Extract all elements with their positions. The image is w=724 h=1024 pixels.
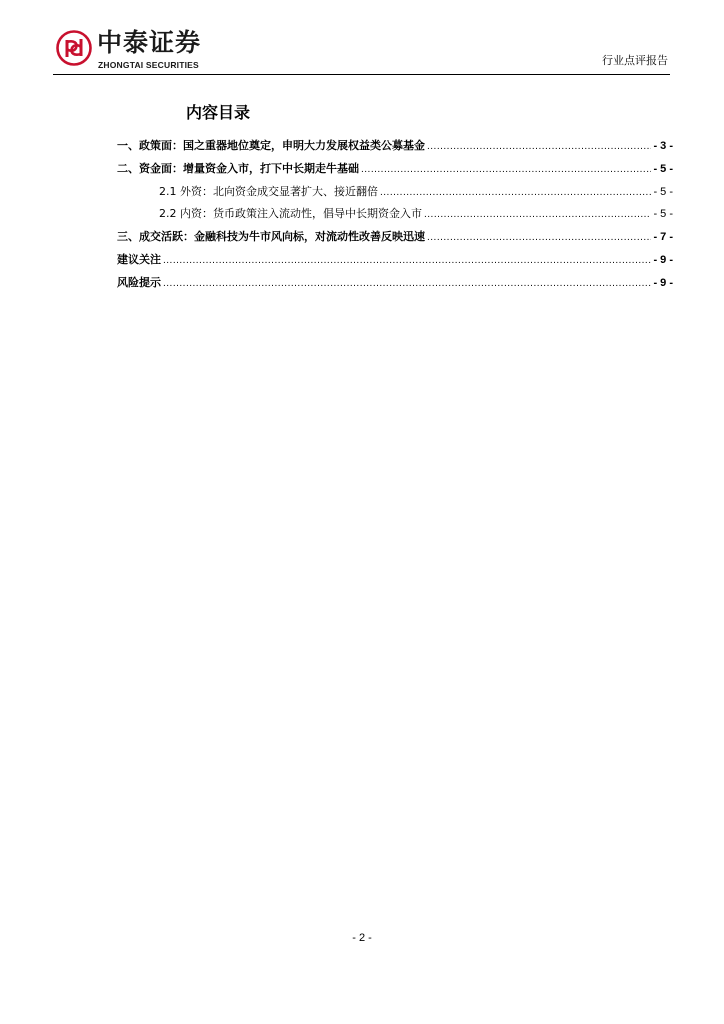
toc-leader-dots	[163, 255, 651, 266]
toc-subentry[interactable]	[117, 205, 673, 228]
page-number: - 2 -	[352, 932, 372, 944]
toc-entry-page: - 5 -	[653, 185, 673, 198]
report-type-label: 行业点评报告	[602, 54, 668, 67]
toc-entry-text: 三、成交活跃：金融科技为牛市风向标，对流动性改善反映迅速	[117, 230, 425, 244]
company-name-cn: 中泰证券	[97, 28, 202, 57]
toc-entry-text: 建议关注	[117, 252, 161, 266]
toc-entry-page: - 5 -	[653, 162, 673, 175]
toc-entry-text: 2.2 内资：货币政策注入流动性，倡导中长期资金入市	[159, 207, 422, 221]
toc-subentry[interactable]	[117, 183, 673, 206]
toc-entry[interactable]	[117, 160, 673, 183]
toc-leader-dots	[427, 141, 651, 152]
company-name-en: ZHONGTAI SECURITIES	[98, 60, 199, 70]
toc-entry[interactable]	[117, 228, 673, 251]
toc-entry-page: - 9 -	[653, 276, 673, 289]
toc-title: 内容目录	[186, 103, 251, 122]
toc-entry[interactable]	[117, 251, 673, 274]
toc-entry-text: 二、资金面：增量资金入市，打下中长期走牛基础	[117, 161, 359, 175]
toc-entry-text: 2.1 外资：北向资金成交显著扩大、接近翻倍	[159, 184, 378, 198]
toc-entry[interactable]	[117, 274, 673, 297]
toc-leader-dots	[424, 209, 651, 220]
toc-leader-dots	[427, 232, 651, 243]
toc-leader-dots	[163, 278, 651, 289]
toc-entry[interactable]	[117, 137, 673, 160]
toc-leader-dots	[380, 187, 651, 198]
toc-entry-page: - 9 -	[653, 253, 673, 266]
toc-entry-text: 一、政策面：国之重器地位奠定，申明大力发展权益类公募基金	[117, 139, 425, 152]
toc-leader-dots	[361, 164, 651, 175]
table-of-contents	[117, 137, 673, 297]
toc-entry-page: - 5 -	[653, 208, 673, 221]
page-header	[0, 0, 724, 80]
zhongtai-logo-icon	[56, 30, 92, 66]
header-divider	[53, 74, 670, 75]
toc-entry-text: 风险提示	[117, 275, 161, 289]
toc-entry-page: - 3 -	[653, 140, 673, 152]
toc-entry-page: - 7 -	[653, 231, 673, 244]
